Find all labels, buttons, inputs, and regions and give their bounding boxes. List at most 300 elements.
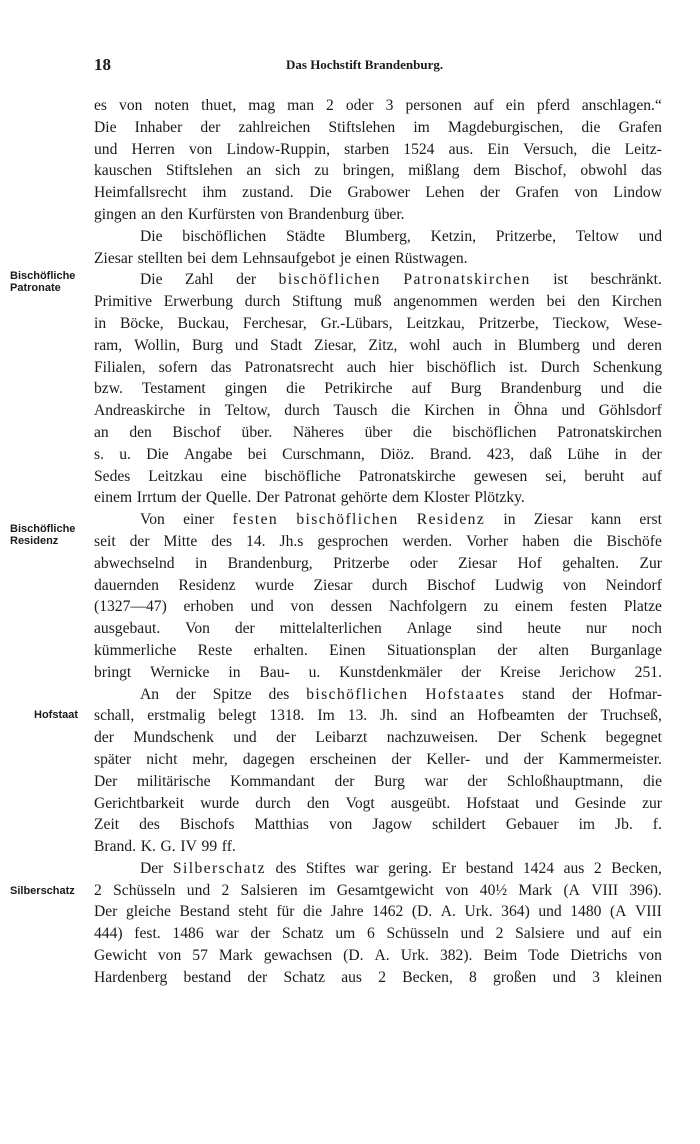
word: 2 — [221, 881, 230, 899]
word: Stiftes — [305, 859, 346, 877]
word: auf — [611, 925, 632, 943]
sidenote-line: Bischöfliche — [10, 523, 76, 535]
word: 2 — [94, 881, 102, 899]
word: schildert — [432, 816, 486, 834]
word: erstmalig — [147, 707, 206, 725]
word: 382). — [439, 947, 473, 965]
text-line — [94, 684, 662, 706]
word: Keller- — [426, 750, 471, 768]
word: der — [479, 184, 500, 202]
word: Die — [146, 445, 169, 463]
word: 423, — [486, 445, 515, 463]
word: und — [638, 227, 662, 245]
word: Der — [140, 859, 164, 877]
word: bringen, — [342, 162, 395, 180]
word: stand — [522, 685, 555, 703]
word: Jahre — [330, 903, 364, 921]
word: Kammermeister. — [558, 750, 662, 768]
word: auf — [642, 467, 662, 485]
word: sei, — [545, 467, 567, 485]
word: des — [211, 532, 233, 550]
word: einer — [183, 511, 215, 529]
word: Herren — [131, 140, 175, 158]
word: der — [129, 532, 150, 550]
word: Gerichtbarkeit — [94, 794, 185, 812]
word: und — [234, 336, 259, 354]
text-line — [94, 204, 662, 226]
text-line — [94, 422, 662, 444]
text-line — [94, 160, 662, 182]
word: der — [467, 772, 488, 790]
word: ist — [553, 271, 568, 289]
word: Spitze — [212, 685, 252, 703]
word: Hardenberg — [94, 968, 168, 986]
word: Blumberg, — [344, 227, 411, 245]
word: bzw. — [94, 380, 123, 398]
word: den — [160, 205, 184, 223]
word: hier — [389, 358, 414, 376]
text-line — [94, 727, 662, 749]
word: festen — [232, 511, 279, 529]
word: bestand — [465, 859, 514, 877]
word: in — [493, 336, 506, 354]
word: starben — [344, 140, 390, 158]
text-line — [94, 182, 662, 204]
word: ram, — [94, 336, 123, 354]
word: 6 — [366, 925, 375, 943]
text-line — [94, 901, 662, 923]
word: begegnet — [605, 729, 662, 747]
word: 99 — [201, 838, 218, 856]
word: bei — [187, 249, 207, 267]
word: ist. — [508, 358, 528, 376]
text-line — [94, 95, 662, 117]
text-line — [94, 357, 662, 379]
word: der — [391, 750, 412, 768]
word: der — [236, 271, 257, 289]
word: sich — [275, 162, 301, 180]
word: der — [497, 641, 518, 659]
word: Leitzkau — [148, 467, 203, 485]
word: großen — [493, 968, 537, 986]
word: die — [286, 380, 306, 398]
word: Pritzerbe — [333, 554, 390, 572]
word: aus. — [448, 140, 474, 158]
word: zu — [314, 162, 329, 180]
word: 2 — [378, 968, 386, 986]
word: pferd — [536, 97, 570, 114]
word: Kloster — [423, 489, 470, 507]
word: (A — [609, 903, 627, 921]
text-line — [94, 858, 662, 880]
word: ein — [505, 97, 525, 114]
word: Ziesar — [94, 249, 133, 267]
word: Teltow — [575, 227, 619, 245]
word: deren — [627, 336, 662, 354]
text-line — [94, 226, 662, 248]
word: Gesinde — [574, 794, 626, 812]
word: im — [578, 816, 596, 834]
word: Leibarzt — [315, 729, 368, 747]
word: und — [186, 881, 211, 899]
word: und — [591, 336, 616, 354]
text-line — [94, 749, 662, 771]
word: Heimfallsrecht — [94, 184, 187, 202]
word: bischöfliche — [264, 467, 341, 485]
word: der — [276, 729, 297, 747]
word: Hof — [517, 554, 542, 572]
word: Curschmann, — [282, 445, 365, 463]
word: personen — [405, 97, 462, 114]
word: Bischof — [172, 423, 221, 441]
word: von — [290, 598, 314, 616]
word: Pritzerbe, — [478, 314, 539, 332]
word: Stiftung — [291, 293, 343, 311]
word: gingen — [224, 380, 268, 398]
word: die — [581, 118, 601, 136]
word: Schenkung — [592, 358, 662, 376]
word: IV — [180, 838, 197, 856]
text-line — [94, 269, 662, 291]
word: Gesamtgewicht — [336, 881, 434, 899]
word: je — [339, 249, 352, 267]
word: Silberschatz — [172, 859, 266, 877]
word: und — [535, 794, 559, 812]
word: Mark — [518, 881, 553, 899]
word: Salsieren — [240, 881, 298, 899]
word: durch — [255, 794, 291, 812]
word: Hofbeamten — [477, 707, 555, 725]
word: Inhaber — [134, 118, 183, 136]
word: Schenk — [540, 729, 587, 747]
word: an — [246, 162, 262, 180]
word: kauschen — [94, 162, 153, 180]
word: gleiche — [125, 903, 171, 921]
word: von — [188, 140, 213, 158]
word: von — [638, 947, 662, 965]
word: einem — [515, 598, 554, 616]
word: 40½ — [479, 881, 508, 899]
word: Städte — [286, 227, 326, 245]
text-line — [94, 793, 662, 815]
word: auch — [346, 358, 377, 376]
word: VIII — [635, 903, 662, 921]
word: war — [355, 859, 379, 877]
word: Die — [309, 184, 332, 202]
word: der — [181, 489, 202, 507]
word: ein — [642, 925, 662, 943]
word: im — [309, 881, 326, 899]
word: Die — [94, 118, 117, 136]
word: VIII — [591, 881, 619, 899]
word: 2 — [495, 925, 504, 943]
word: Böcke, — [119, 314, 164, 332]
word: eine — [220, 467, 247, 485]
word: Mark — [218, 947, 253, 965]
word: Wernicke — [150, 663, 210, 681]
word: Kirchen — [424, 402, 475, 420]
word: Er — [441, 859, 457, 877]
sidenote-silberschatz — [10, 885, 75, 897]
word: der — [571, 685, 592, 703]
word: die — [412, 423, 432, 441]
word: Quelle. — [205, 489, 252, 507]
word: Grafen — [618, 118, 662, 136]
word: in — [614, 445, 627, 463]
word: thuet, — [201, 97, 237, 114]
word: werden. — [402, 532, 453, 550]
word: gesprochen — [317, 532, 389, 550]
word: nur — [585, 620, 607, 638]
word: und — [576, 925, 600, 943]
word: Situationsplan — [386, 641, 477, 659]
word: und — [561, 402, 585, 420]
text-line — [94, 553, 662, 575]
word: Schatz — [283, 968, 326, 986]
word: Ziesar — [313, 576, 353, 594]
word: auf — [411, 380, 432, 398]
word: bringt — [94, 663, 132, 681]
word: Teltow, — [224, 402, 271, 420]
word: gehörte — [340, 489, 388, 507]
word: Ziesar — [533, 511, 573, 529]
word: und — [233, 729, 257, 747]
word: werden — [489, 293, 535, 311]
word: Patronat — [284, 489, 337, 507]
word: oder — [409, 554, 438, 572]
word: der — [250, 925, 271, 943]
word: von — [445, 881, 469, 899]
word: (D. — [343, 947, 364, 965]
word: An — [140, 685, 160, 703]
word: Mitte — [163, 532, 198, 550]
word: schall, — [94, 707, 135, 725]
word: Burganlage — [590, 641, 662, 659]
word: Patronatskirchen — [403, 271, 531, 289]
word: Tieckow, — [552, 314, 610, 332]
word: bischöflich — [426, 358, 496, 376]
word: 1480 — [570, 903, 602, 921]
word: aus — [341, 968, 363, 986]
word: Wese- — [623, 314, 662, 332]
sidenote-line: Bischöfliche — [10, 270, 76, 282]
word: war — [215, 925, 239, 943]
word: bei — [546, 293, 566, 311]
word: Bischof, — [514, 162, 567, 180]
word: Schüsseln — [113, 881, 176, 899]
word: Brand. — [429, 445, 472, 463]
word: Salsiere — [515, 925, 565, 943]
text-line — [94, 248, 662, 270]
word: (D. — [411, 903, 433, 921]
word: bischöflichen — [182, 227, 267, 245]
word: Jh. — [380, 707, 398, 725]
text-line — [94, 967, 662, 989]
text-line — [94, 596, 662, 618]
word: 3 — [385, 97, 394, 114]
word: Ziesar, — [314, 336, 357, 354]
word: Im — [317, 707, 335, 725]
word: K. — [140, 838, 156, 856]
word: die — [391, 402, 411, 420]
text-line — [94, 531, 662, 553]
word: A. — [374, 947, 390, 965]
word: sind — [410, 707, 437, 725]
word: wohl — [409, 336, 441, 354]
word: Stiftslehen — [328, 118, 396, 136]
word: man — [287, 97, 315, 114]
word: von — [157, 947, 182, 965]
word: Matthias — [254, 816, 309, 834]
word: der — [200, 118, 221, 136]
word: alten — [538, 641, 569, 659]
word: Ziesar — [458, 554, 498, 572]
word: die — [642, 772, 662, 790]
word: war — [424, 772, 448, 790]
word: Pritzerbe, — [495, 227, 556, 245]
text-line — [94, 139, 662, 161]
word: und — [600, 380, 624, 398]
word: der — [234, 620, 255, 638]
text-line — [94, 836, 662, 858]
text-line — [94, 618, 662, 640]
word: Platze — [623, 598, 662, 616]
text-line — [94, 335, 662, 357]
word: noch — [631, 620, 662, 638]
word: die — [642, 380, 662, 398]
text-line — [94, 771, 662, 793]
word: 1486 — [172, 925, 204, 943]
word: zahlreichen — [238, 118, 311, 136]
word: Bestand — [179, 903, 230, 921]
word: dauernden — [94, 576, 159, 594]
word: dem — [211, 249, 238, 267]
word: Wollin, — [134, 336, 181, 354]
word: der — [641, 445, 662, 463]
word: von — [259, 205, 284, 223]
word: Schloßhauptmann, — [506, 772, 624, 790]
word: den — [129, 423, 152, 441]
word: Näheres — [292, 423, 344, 441]
word: dagegen — [242, 750, 295, 768]
word: der — [94, 729, 114, 747]
word: festen — [569, 598, 608, 616]
word: fest. — [134, 925, 161, 943]
word: gewachsen — [263, 947, 333, 965]
word: der — [523, 750, 544, 768]
word: Kurfürsten — [187, 205, 256, 223]
word: in — [195, 554, 208, 572]
word: und — [552, 968, 576, 986]
body-text — [94, 95, 662, 989]
word: Jagow — [372, 816, 413, 834]
word: Mundschenk — [133, 729, 214, 747]
word: Kreise — [499, 663, 541, 681]
word: Ketzin, — [430, 227, 477, 245]
text-line — [94, 378, 662, 400]
word: Blumberg — [517, 336, 580, 354]
word: Testament — [141, 380, 206, 398]
word: und — [94, 140, 118, 158]
word: Einen — [329, 641, 366, 659]
word: Der — [256, 489, 280, 507]
word: Schatz — [282, 925, 324, 943]
word: Brandenburg — [500, 380, 582, 398]
word: die — [591, 140, 611, 158]
word: wurde — [255, 576, 295, 594]
word: Die — [140, 227, 163, 245]
word: auch — [452, 336, 482, 354]
running-head: Das Hochstift Brandenburg. — [286, 57, 444, 72]
word: ihm — [202, 184, 227, 202]
word: in — [503, 511, 516, 529]
word: dem — [473, 162, 501, 180]
word: Stiftslehen — [165, 162, 233, 180]
word: Jerichow — [559, 663, 616, 681]
word: Lühe — [567, 445, 600, 463]
word: Der — [497, 729, 521, 747]
word: Truchseß, — [600, 707, 662, 725]
word: Leitz- — [624, 140, 662, 158]
word: noten — [154, 97, 190, 114]
word: Göhlsdorf — [598, 402, 662, 420]
word: und — [250, 598, 274, 616]
text-line — [94, 117, 662, 139]
word: Hofmar- — [608, 685, 662, 703]
word: Reste — [197, 641, 233, 659]
word: 2 — [326, 97, 334, 114]
word: Angabe — [183, 445, 233, 463]
text-line — [94, 705, 662, 727]
word: in — [198, 402, 211, 420]
word: gering. — [388, 859, 432, 877]
word: ff. — [221, 838, 236, 856]
text-line — [94, 466, 662, 488]
word: 1462 — [372, 903, 404, 921]
word: Dietrichs — [570, 947, 628, 965]
word: Patronatskirche — [358, 467, 456, 485]
word: stellten — [137, 249, 183, 267]
word: Jh.s — [279, 532, 304, 550]
word: zur — [642, 794, 662, 812]
word: G. — [160, 838, 176, 856]
word: u. — [119, 445, 131, 463]
word: s. — [94, 445, 104, 463]
word: Von — [185, 620, 210, 638]
text-line — [94, 444, 662, 466]
word: einem — [94, 489, 133, 507]
word: Patronatsrecht — [244, 358, 334, 376]
word: Gebauer — [505, 816, 559, 834]
word: Rüstwagen. — [394, 249, 468, 267]
word: Becken, — [611, 859, 662, 877]
word: mehr, — [192, 750, 228, 768]
word: Brandenburg — [288, 205, 370, 223]
word: Öhna — [513, 402, 548, 420]
word: Buckau, — [177, 314, 230, 332]
word: gingen — [94, 205, 137, 223]
word: durch — [371, 576, 408, 594]
word: kleinen — [616, 968, 662, 986]
word: bischöflichen — [278, 271, 381, 289]
word: (1327—47) — [94, 598, 167, 616]
word: Vorher — [466, 532, 509, 550]
word: Diöz. — [380, 445, 415, 463]
word: Irrtum — [136, 489, 177, 507]
word: Versuch, — [523, 140, 578, 158]
word: Burg — [450, 380, 482, 398]
word: 57 — [192, 947, 208, 965]
